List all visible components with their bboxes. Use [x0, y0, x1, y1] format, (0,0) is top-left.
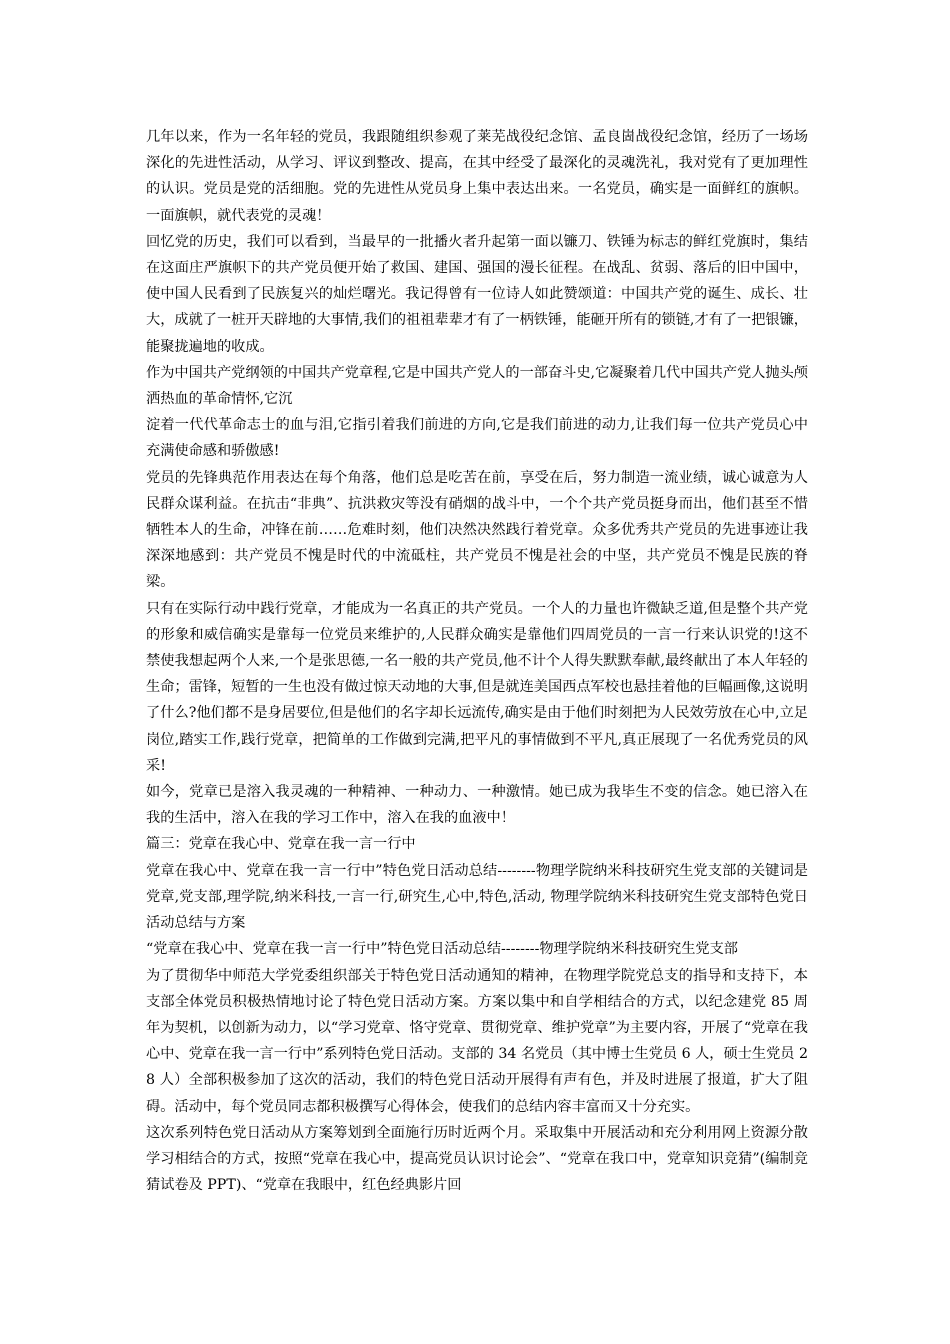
document-page [146, 124, 808, 1198]
paragraph-vanguard-role: 党员的先锋典范作用表达在每个角落，他们总是吃苦在前，享受在后，努力制造一流业绩，诚心诚意为人民群众谋利益。在抗击“非典”、抗洪救灾等没有硝烟的战斗中，一个个共产党员挺身而出，他们甚至不惜牺牲本人的生命，冲锋在前……危难时刻，他们决然决然践行着党章。众多优秀共产党员的先进事迹让我深深地感到：共产党员不愧是时代的中流砥柱，共产党员不愧是社会的中坚，共产党员不愧是民族的脊梁。 [146, 469, 808, 591]
paragraph-memorial-visits: 几年以来，作为一名年轻的党员，我跟随组织参观了莱芜战役纪念馆、孟良崮战役纪念馆，经历了一场场深化的先进性活动，从学习、评议到整改、提高，在其中经受了最深化的灵魂洗礼，我对党有了更加理性的认识。党员是党的活细胞。党的先进性从党员身上集中表达出来。一名党员，确实是一面鲜红的旗帜。一面旗帜，就代表党的灵魂！ [146, 129, 808, 224]
paragraph-party-history: 回忆党的历史，我们可以看到，当最早的一批播火者升起第一面以镰刀、铁锤为标志的鲜红党旗时，集结在这面庄严旗帜下的共产党员便开始了救国、建国、强国的漫长征程。在战乱、贫弱、落后的旧中国中，使中国人民看到了民族复兴的灿烂曙光。我记得曾有一位诗人如此赞颂道：中国共产党的诞生、成长、壮大，成就了一桩开天辟地的大事情,我们的祖祖辈辈才有了一柄铁锤，能砸开所有的锁链,才有了一把银镰，能聚拢遍地的收成。 [146, 233, 808, 355]
paragraph-constitution-continued: 淀着一代代革命志士的血与泪,它指引着我们前进的方向,它是我们前进的动力,让我们每一位共产党员心中充满使命感和骄傲感! [146, 417, 808, 460]
section-heading-part-three: 篇三：党章在我心中、党章在我一言一行中 [146, 836, 416, 853]
paragraph-constitution-in-soul: 如今，党章已是溶入我灵魂的一种精神、一种动力、一种激情。她已成为我毕生不变的信念。她已溶入在我的生活中，溶入在我的学习工作中，溶入在我的血液中！ [146, 784, 808, 827]
paragraph-summary-title: “党章在我心中、党章在我一言一行中”特色党日活动总结--------物理学院纳米科技研究生党支部 [146, 941, 738, 958]
paragraph-practice-constitution: 只有在实际行动中践行党章，才能成为一名真正的共产党员。一个人的力量也许微缺乏道,但是整个共产党的形象和威信确实是靠每一位党员来维护的,人民群众确实是靠他们四周党员的一言一行来认识党的!这不禁使我想起两个人来,一个是张思德,一名一般的共产党员,他不计个人得失默默奉献,最终献出了本人年轻的生命；雷锋，短暂的一生也没有做过惊天动地的大事,但是就连美国西点军校也悬挂着他的巨幅画像,这说明了什么?他们都不是身居要位,但是他们的名字却长远流传,确实是由于他们时刻把为人民效劳放在心中,立足岗位,踏实工作,践行党章，把简单的工作做到完满,把平凡的事情做到不平凡,真正展现了一名优秀党员的风采! [146, 600, 808, 774]
paragraph-activity-timeline: 这次系列特色党日活动从方案筹划到全面施行历时近两个月。采取集中开展活动和充分利用网上资源分散学习相结合的方式，按照“党章在我心中，提高党员认识讨论会”、“党章在我口中，党章知识竞猜”(编制竞猜试卷及 PPT)、“党章在我眼中，红色经典影片回 [146, 1124, 808, 1194]
paragraph-party-constitution: 作为中国共产党纲领的中国共产党章程,它是中国共产党人的一部奋斗史,它凝聚着几代中国共产党人抛头颅洒热血的革命情怀,它沉 [146, 364, 808, 408]
paragraph-activity-overview: 为了贯彻华中师范大学党委组织部关于特色党日活动通知的精神，在物理学院党总支的指导和支持下，本支部全体党员积极热情地讨论了特色党日活动方案。方案以集中和自学相结合的方式，以纪念建党 85 周年为契机，以创新为动力，以“学习党章、恪守党章、贯彻党章、维护党章”为主要内容，开展了“党章在我心中、党章在我一言一行中”系列特色党日活动。支部的 34 名党员（其中博士生党员 6 人，硕士生党员 28 人）全部积极参加了这次的活动，我们的特色党日活动开展得有声有色，并及时进展了报道，扩大了阻碍。活动中，每个党员同志都积极撰写心得体会，使我们的总结内容丰富而又十分充实。 [146, 967, 808, 1115]
paragraph-keywords: 党章在我心中、党章在我一言一行中”特色党日活动总结--------物理学院纳米科技研究生党支部的关键词是党章,党支部,理学院,纳米科技,一言一行,研究生,心中,特色,活动, 物理学院纳米科技研究生党支部特色党日活动总结与方案 [146, 862, 808, 932]
